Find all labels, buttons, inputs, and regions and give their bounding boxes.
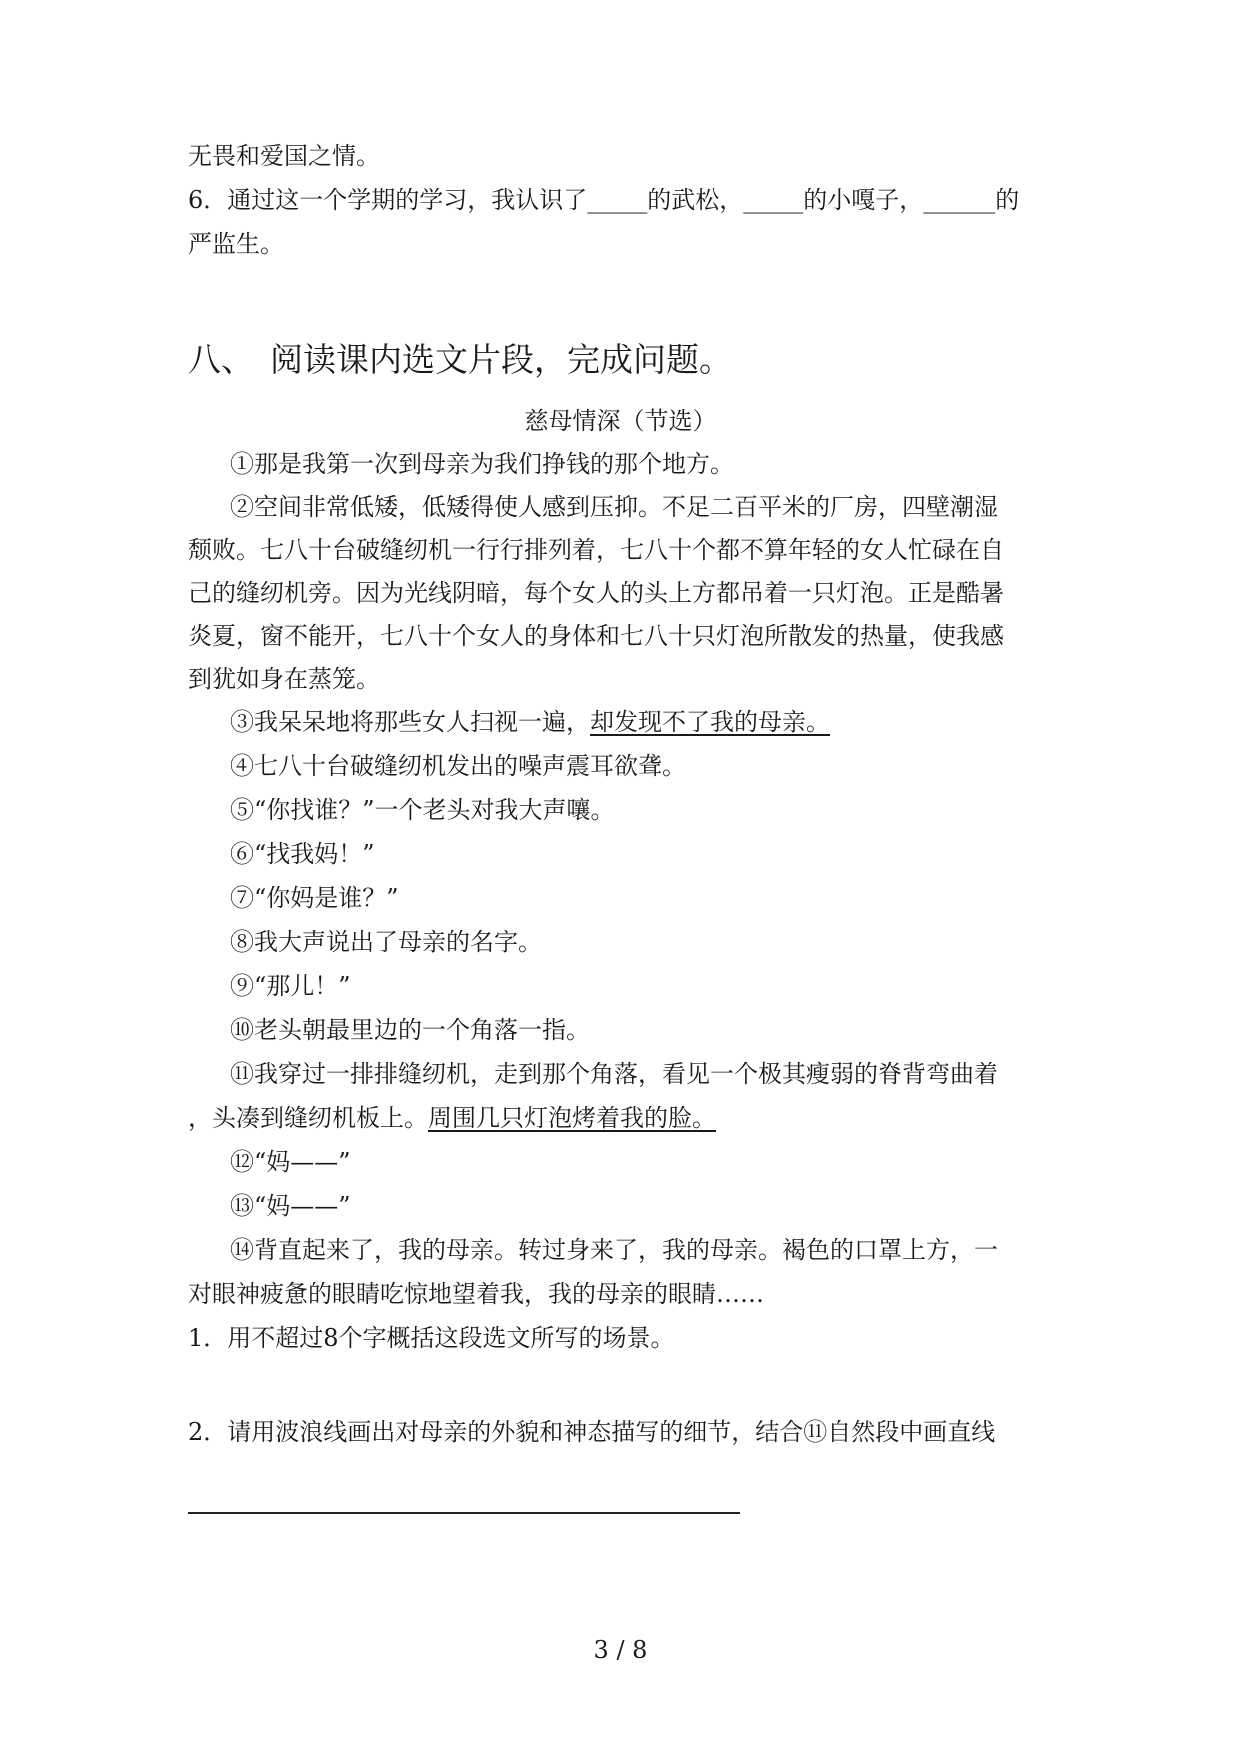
paragraph-10: ⑩老头朝最里边的一个角落一指。 [230,1016,590,1044]
paragraph-14-line-2: 对眼神疲惫的眼睛吃惊地望着我，我的母亲的眼睛…… [188,1280,764,1308]
paragraph-2-line-4: 炎夏，窗不能开，七八十个女人的身体和七八十只灯泡所散发的热量，使我感 [188,622,1004,650]
paragraph-11-underlined: 周围几只灯泡烤着我的脸。 [428,1104,716,1132]
paragraph-8: ⑧我大声说出了母亲的名字。 [230,928,542,956]
paragraph-5: ⑤“你找谁？”一个老头对我大声嚷。 [230,796,615,824]
answer-line[interactable] [188,1512,740,1514]
paragraph-11-line-2 [188,1102,716,1134]
paragraph-7: ⑦“你妈是谁？” [230,884,399,912]
paragraph-2-line-5: 到犹如身在蒸笼。 [188,665,380,693]
page-number: 3 / 8 [593,1636,648,1664]
paragraph-2-line-2: 颓败。七八十台破缝纫机一行行排列着，七八十个都不算年轻的女人忙碌在自 [188,536,1004,564]
paragraph-1: ①那是我第一次到母亲为我们挣钱的那个地方。 [230,450,734,478]
paragraph-13: ⑬“妈——” [230,1192,351,1220]
paragraph-2-line-1: ②空间非常低矮，低矮得使人感到压抑。不足二百平米的厂房，四壁潮湿 [230,493,998,521]
section-heading-text: 阅读课内选文片段，完成问题。 [270,340,732,379]
paragraph-11-line-1: ⑪我穿过一排排缝纫机，走到那个角落，看见一个极其瘦弱的脊背弯曲着 [230,1060,998,1088]
paragraph-9: ⑨“那儿！” [230,972,351,1000]
prev-question-tail: 无畏和爱国之情。 [188,142,380,170]
question-6-line-1: 6．通过这一个学期的学习，我认识了_____的武松，_____的小嘎子，______的 [188,186,1020,214]
paragraph-4: ④七八十台破缝纫机发出的噪声震耳欲聋。 [230,752,686,780]
question-2-line-1: 2．请用波浪线画出对母亲的外貌和神态描写的细节，结合⑪自然段中画直线 [188,1418,996,1446]
section-heading [188,340,732,380]
paragraph-6: ⑥“找我妈！” [230,840,375,868]
paragraph-3-text: ③我呆呆地将那些女人扫视一遍， [230,708,590,736]
paragraph-3 [230,706,830,738]
paragraph-11-text: ，头凑到缝纫机板上。 [188,1104,428,1132]
section-number: 八、 [188,340,254,379]
paragraph-2-line-3: 己的缝纫机旁。因为光线阴暗，每个女人的头上方都吊着一只灯泡。正是酷暑 [188,579,1004,607]
paragraph-12: ⑫“妈——” [230,1148,351,1176]
passage-title: 慈母情深（节选） [524,407,717,435]
question-6-line-2: 严监生。 [188,230,284,258]
question-1: 1．用不超过8个字概括这段选文所写的场景。 [188,1324,675,1352]
paragraph-14-line-1: ⑭背直起来了，我的母亲。转过身来了，我的母亲。褐色的口罩上方，一 [230,1236,998,1264]
paragraph-3-underlined: 却发现不了我的母亲。 [590,708,830,736]
